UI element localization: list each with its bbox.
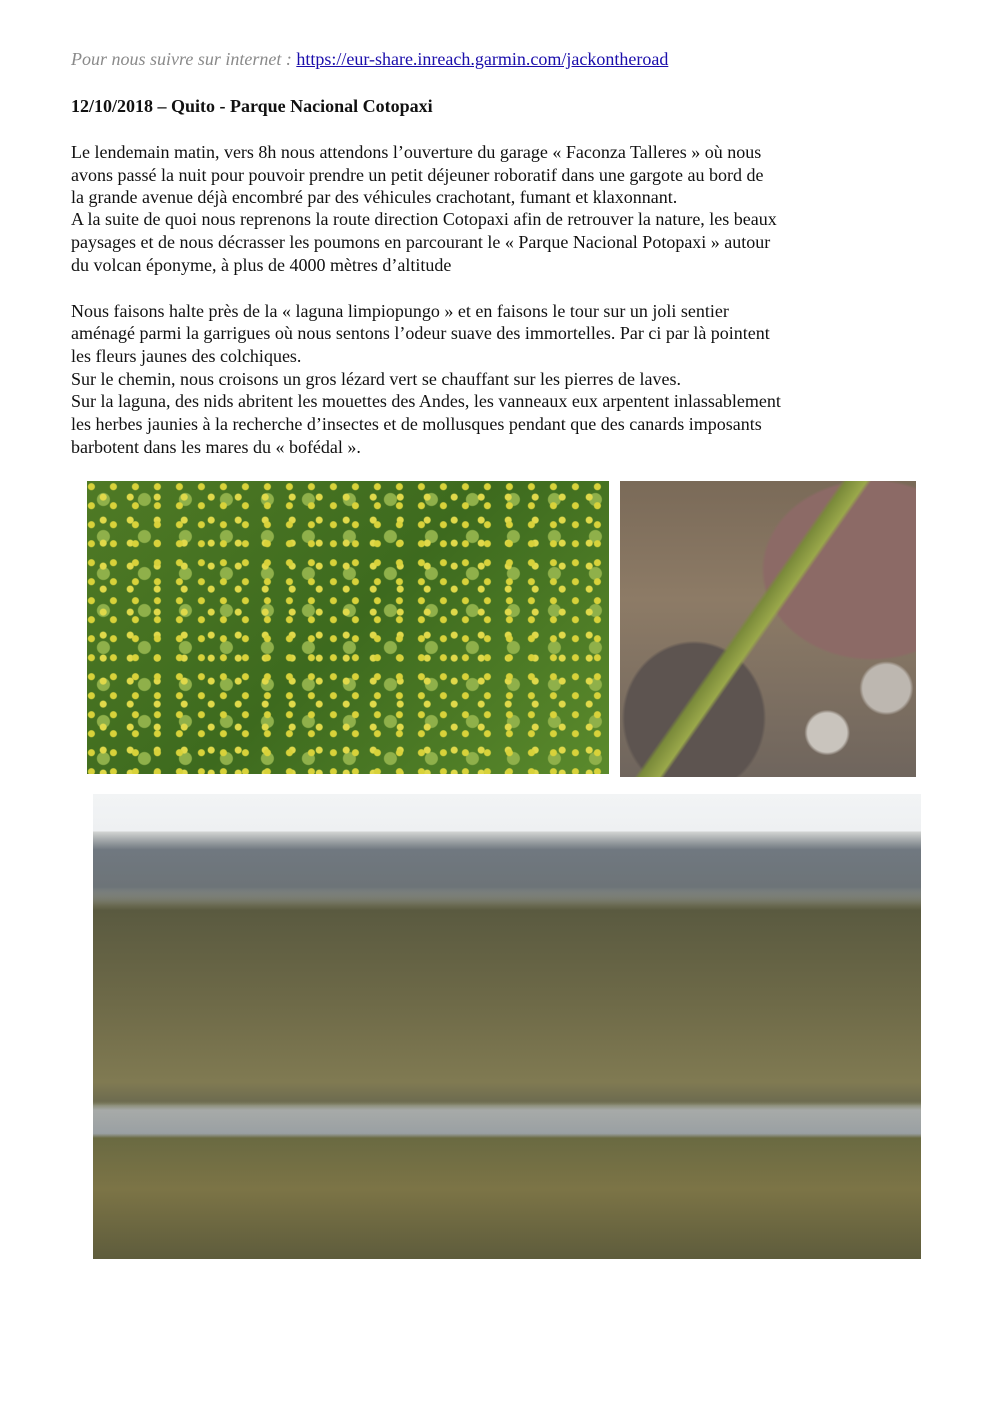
- text-line: Nous faisons halte près de la « laguna limpiopungo » et en faisons le tour sur un joli sentier: [71, 301, 729, 321]
- photo-green-lizard: [620, 481, 916, 777]
- page-title: 12/10/2018 – Quito - Parque Nacional Cotopaxi: [71, 96, 433, 116]
- follow-intro: [71, 48, 668, 70]
- photo-yellow-flowers: [87, 481, 609, 774]
- text-line: Sur le chemin, nous croisons un gros lézard vert se chauffant sur les pierres de laves.: [71, 369, 681, 389]
- photo-laguna-landscape: [93, 794, 921, 1259]
- tracking-link[interactable]: https://eur-share.inreach.garmin.com/jackontheroad: [296, 49, 669, 69]
- text-line: Sur la laguna, des nids abritent les mouettes des Andes, les vanneaux eux arpentent inlassablement: [71, 391, 781, 411]
- text-line: aménagé parmi la garrigues où nous sentons l’odeur suave des immortelles. Par ci par là pointent: [71, 323, 770, 343]
- text-line: les herbes jaunies à la recherche d’insectes et de mollusques pendant que des canards imposants: [71, 414, 762, 434]
- text-line: du volcan éponyme, à plus de 4000 mètres d’altitude: [71, 255, 452, 275]
- text-line: la grande avenue déjà encombré par des véhicules crachotant, fumant et klaxonnant.: [71, 187, 678, 207]
- follow-label: Pour nous suivre sur internet :: [71, 49, 297, 69]
- text-line: barbotent dans les mares du « bofédal ».: [71, 437, 361, 457]
- text-line: Le lendemain matin, vers 8h nous attendons l’ouverture du garage « Faconza Talleres » où nous: [71, 142, 762, 162]
- text-line: paysages et de nous décrasser les poumons en parcourant le « Parque Nacional Potopaxi » autour: [71, 232, 771, 252]
- text-line: avons passé la nuit pour pouvoir prendre un petit déjeuner roboratif dans une gargote au bord de: [71, 165, 764, 185]
- text-line: A la suite de quoi nous reprenons la route direction Cotopaxi afin de retrouver la nature, les beaux: [71, 209, 777, 229]
- text-line: les fleurs jaunes des colchiques.: [71, 346, 302, 366]
